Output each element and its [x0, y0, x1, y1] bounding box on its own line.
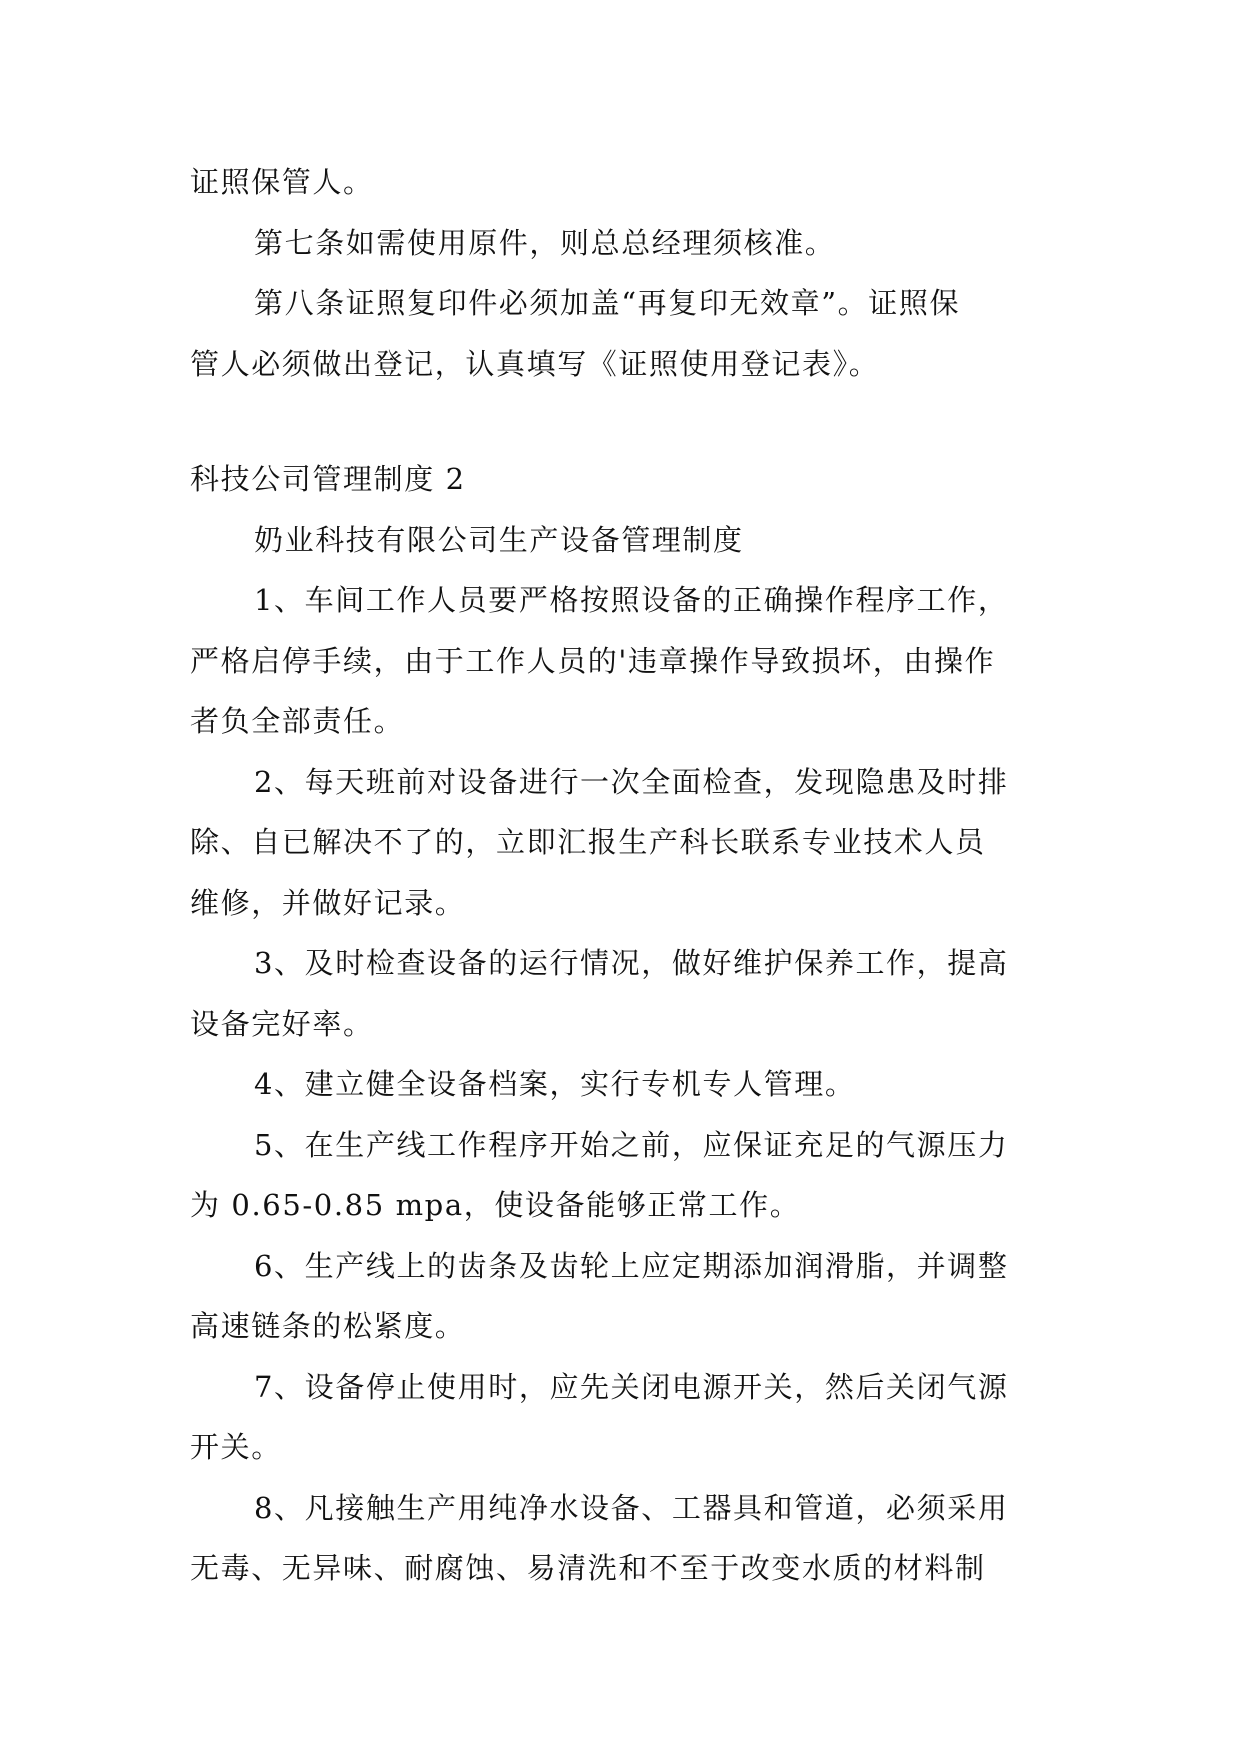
rule-4-line: 4、建立健全设备档案，实行专机专人管理。: [254, 1067, 856, 1101]
article-7-line: 第七条如需使用原件，则总总经理须核准。: [254, 225, 836, 260]
rule-2-line: 2、每天班前对设备进行一次全面检查，发现隐患及时排: [254, 764, 1009, 799]
rule-8-line: 无毒、无异味、耐腐蚀、易清洗和不至于改变水质的材料制: [190, 1551, 986, 1585]
rule-1-line: 1、车间工作人员要严格按照设备的正确操作程序工作，: [254, 583, 1009, 617]
sub-heading: 奶业科技有限公司生产设备管理制度: [254, 522, 744, 557]
rule-1-line: 严格启停手续，由于工作人员的'违章操作导致损坏，由操作: [190, 643, 996, 678]
rule-8-line: 8、凡接触生产用纯净水设备、工器具和管道，必须采用: [254, 1490, 1009, 1525]
rule-1-line: 者负全部责任。: [190, 704, 405, 738]
rule-2-line: 除、自已解决不了的，立即汇报生产科长联系专业技术人员: [190, 825, 986, 859]
rule-5-line: 为 0.65-0.85 mpa，使设备能够正常工作。: [190, 1188, 801, 1222]
rule-7-line: 7、设备停止使用时，应先关闭电源开关，然后关闭气源: [254, 1369, 1009, 1404]
rule-3-line: 设备完好率。: [190, 1006, 374, 1041]
document-body: [190, 152, 1050, 1599]
rule-5-line: 5、在生产线工作程序开始之前，应保证充足的气源压力: [254, 1127, 1009, 1162]
article-8-line: 第八条证照复印件必须加盖“再复印无效章”。证照保: [254, 286, 961, 320]
rule-6-line: 6、生产线上的齿条及齿轮上应定期添加润滑脂，并调整: [254, 1248, 1009, 1283]
rule-2-line: 维修，并做好记录。: [190, 885, 466, 920]
rule-3-line: 3、及时检查设备的运行情况，做好维护保养工作，提高: [254, 946, 1009, 980]
body-line: 管人必须做出登记，认真填写《证照使用登记表》。: [190, 346, 880, 381]
rule-6-line: 高速链条的松紧度。: [190, 1309, 466, 1343]
rule-7-line: 开关。: [190, 1430, 282, 1464]
body-line: 证照保管人。: [190, 165, 374, 199]
section-heading: 科技公司管理制度 2: [190, 462, 466, 496]
